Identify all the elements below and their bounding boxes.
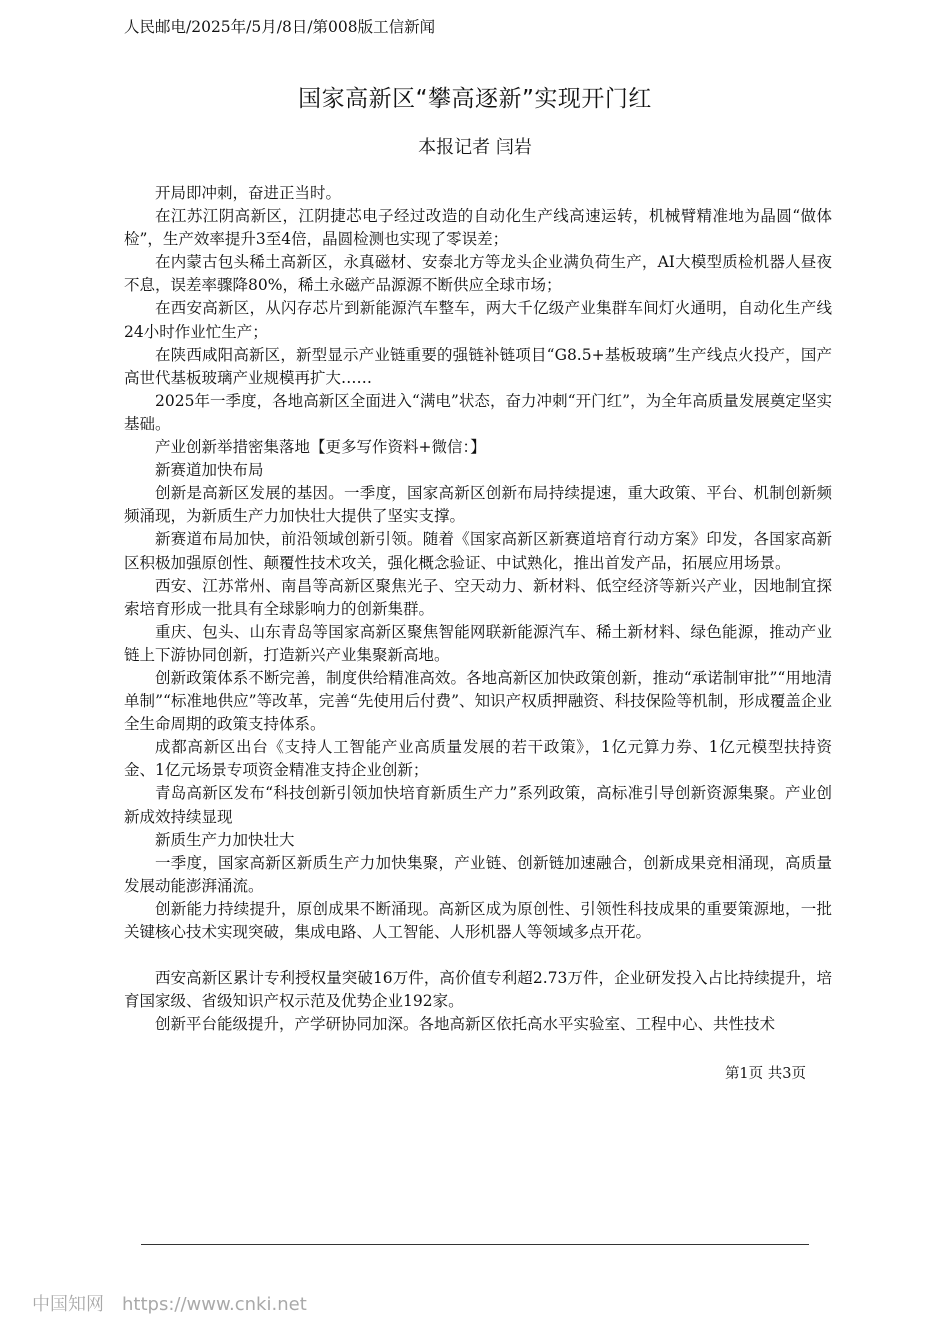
- paragraph: 创新是高新区发展的基因。一季度，国家高新区创新布局持续提速，重大政策、平台、机制创新频频涌现，为新质生产力加快壮大提供了坚实支撑。: [124, 484, 832, 526]
- paragraph: 在陕西咸阳高新区，新型显示产业链重要的强链补链项目“G8.5+基板玻璃”生产线点火投产，国产高世代基板玻璃产业规模再扩大……: [124, 345, 832, 387]
- paragraph: 创新政策体系不断完善，制度供给精准高效。各地高新区加快政策创新，推动“承诺制审批”“用地清单制”“标准地供应”等改革，完善“先使用后付费”、知识产权质押融资、科技保险等机制，形成覆盖企业全生命周期的政策支持体系。: [124, 668, 832, 734]
- page-number: 第1页 共3页: [724, 1066, 806, 1082]
- paragraph: 开局即冲刺，奋进正当时。: [155, 184, 342, 202]
- paragraph: 在内蒙古包头稀土高新区，永真磁材、安泰北方等龙头企业满负荷生产，AI大模型质检机器人昼夜不息，误差率骤降80%，稀土永磁产品源源不断供应全球市场；: [124, 253, 832, 295]
- watermark-url: https://www.cnki.net: [122, 1294, 307, 1315]
- section-heading: 新赛道加快布局: [155, 461, 264, 480]
- paragraph: 重庆、包头、山东青岛等国家高新区聚焦智能网联新能源汽车、稀土新材料、绿色能源，推动产业链上下游协同创新，打造新兴产业集聚新高地。: [124, 622, 832, 664]
- watermark-name: 中国知网: [32, 1294, 104, 1315]
- section-heading: 新质生产力加快壮大: [155, 830, 295, 849]
- paragraph: 成都高新区出台《支持人工智能产业高质量发展的若干政策》，1亿元算力券、1亿元模型扶持资金、1亿元场景专项资金精准支持企业创新；: [124, 738, 832, 780]
- source-line: 人民邮电/2025年/5月/8日/第008版工信新闻: [124, 18, 436, 36]
- paragraph: 青岛高新区发布“科技创新引领加快培育新质生产力”系列政策，高标准引导创新资源集聚。产业创新成效持续显现: [124, 784, 832, 826]
- cnki-watermark: [32, 1293, 307, 1317]
- paragraph: 2025年一季度，各地高新区全面进入“满电”状态，奋力冲刺“开门红”，为全年高质量发展奠定坚实基础。: [124, 391, 832, 433]
- paragraph: 在西安高新区，从闪存芯片到新能源汽车整车，两大千亿级产业集群车间灯火通明，自动化生产线24小时作业忙生产；: [124, 299, 832, 341]
- paragraph: 西安、江苏常州、南昌等高新区聚焦光子、空天动力、新材料、低空经济等新兴产业，因地制宜探索培育形成一批具有全球影响力的创新集群。: [124, 576, 832, 618]
- article-body: [124, 182, 832, 1036]
- paragraph: 创新能力持续提升，原创成果不断涌现。高新区成为原创性、引领性科技成果的重要策源地，一批关键核心技术实现突破，集成电路、人工智能、人形机器人等领域多点开花。: [124, 899, 832, 941]
- byline: 本报记者 闫岩: [418, 137, 532, 158]
- article-title: 国家高新区“攀高逐新”实现开门红: [298, 86, 652, 112]
- paragraph: 一季度，国家高新区新质生产力加快集聚，产业链、创新链加速融合，创新成果竞相涌现，高质量发展动能澎湃涌流。: [124, 853, 832, 895]
- paragraph: 新赛道布局加快，前沿领域创新引领。随着《国家高新区新赛道培育行动方案》印发，各国家高新区积极加强原创性、颠覆性技术攻关，强化概念验证、中试熟化，推出首发产品，拓展应用场景。: [124, 530, 832, 572]
- paragraph: 在江苏江阴高新区，江阴捷芯电子经过改造的自动化生产线高速运转，机械臂精准地为晶圆“做体检”，生产效率提升3至4倍，晶圆检测也实现了零误差；: [124, 207, 832, 249]
- paragraph: 西安高新区累计专利授权量突破16万件，高价值专利超2.73万件，企业研发投入占比持续提升，培育国家级、省级知识产权示范及优势企业192家。: [124, 969, 832, 1011]
- footer-divider: [141, 1244, 809, 1245]
- section-heading: 产业创新举措密集落地【更多写作资料+微信：】: [155, 438, 486, 457]
- paragraph: 创新平台能级提升，产学研协同加深。各地高新区依托高水平实验室、工程中心、共性技术: [155, 1015, 776, 1034]
